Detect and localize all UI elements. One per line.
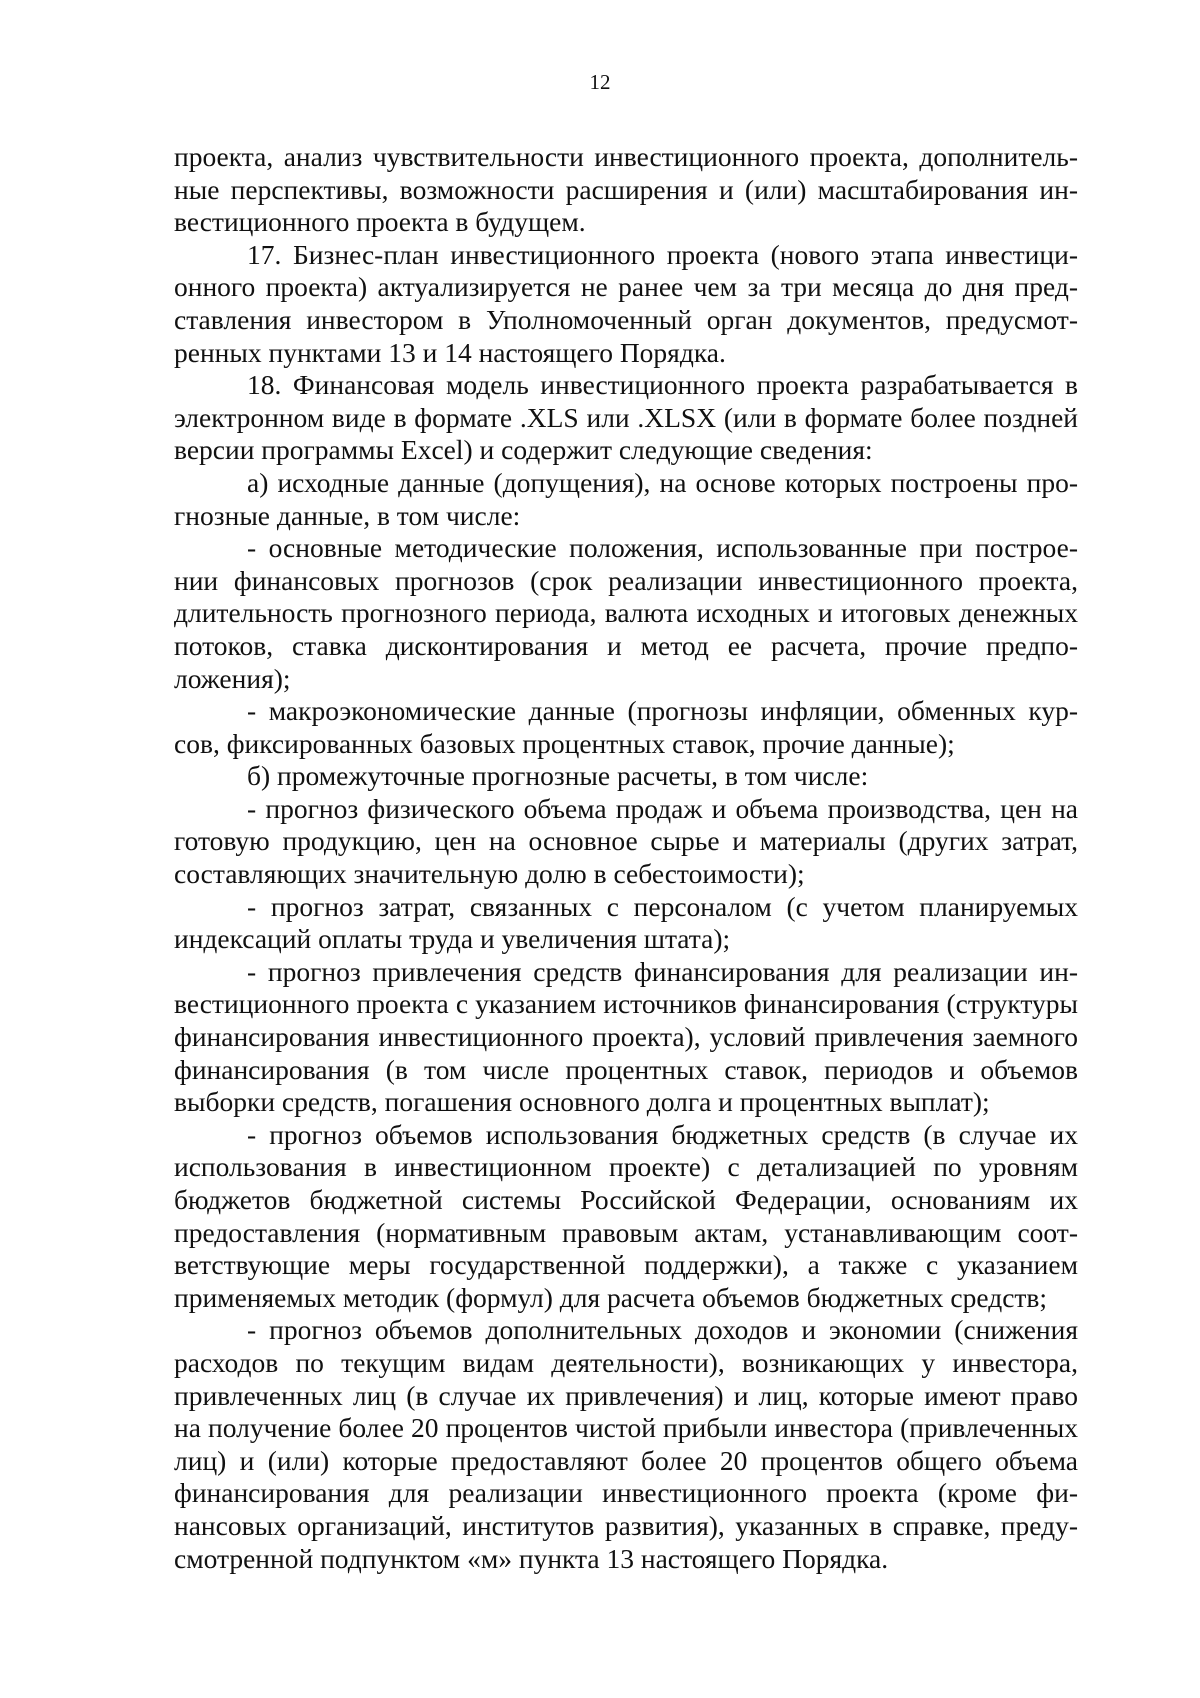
- list-item: - прогноз объемов использования бюджетных средств (в случае их использования в инвестиционном проекте) с детализацией по уровням бюджетов бюджетной системы Российской Федерации, основаниям их предоставления (нормативным правовым актам, устанавливающим соответствующие меры государственной поддержки), а также с указанием применяемых методик (формул) для расчета объемов бюджетных средств;: [174, 1118, 1078, 1313]
- paragraph: проекта, анализ чувствительности инвестиционного проекта, дополнительные перспективы, возможности расширения и (или) масштабирования инвестиционного проекта в будущем.: [174, 141, 1078, 238]
- list-item: - прогноз объемов дополнительных доходов и экономии (снижения расходов по текущим видам деятельности), возникающих у инвестора, привлеченных лиц (в случае их привлечения) и лиц, которые имеют право на получение более 20 процентов чистой прибыли инвестора (привлеченных лиц) и (или) которые предоставляют более 20 процентов общего объема финансирования для реализации инвестиционного проекта (кроме финансовых организаций, институтов развития), указанных в справке, предусмотренной подпунктом «м» пункта 13 настоящего Порядка.: [174, 1314, 1078, 1574]
- list-item: - прогноз привлечения средств финансирования для реализации инвестиционного проекта с указанием источников финансирования (структуры финансирования инвестиционного проекта), условий привлечения заемного финансирования (в том числе процентных ставок, периодов и объемов выборки средств, погашения основного долга и процентных выплат);: [174, 955, 1078, 1118]
- list-item: - основные методические положения, использованные при построении финансовых прогнозов (срок реализации инвестиционного проекта, длительность прогнозного периода, валюта исходных и итоговых денежных потоков, ставка дисконтирования и метод ее расчета, прочие предположения);: [174, 532, 1078, 694]
- paragraph-item-17: 17. Бизнес-план инвестиционного проекта (нового этапа инвестиционного проекта) актуализируется не ранее чем за три месяца до дня представления инвестором в Уполномоченный орган документов, предусмотренных пунктами 13 и 14 настоящего Порядка.: [174, 238, 1078, 368]
- document-body: [174, 141, 1078, 1575]
- subparagraph-b: б) промежуточные прогнозные расчеты, в том числе:: [247, 760, 869, 792]
- list-item: - макроэкономические данные (прогнозы инфляции, обменных курсов, фиксированных базовых процентных ставок, прочие данные);: [174, 695, 1078, 759]
- list-item: - прогноз физического объема продаж и объема производства, цен на готовую продукцию, цен на основное сырье и материалы (других затрат, составляющих значительную долю в себестоимости);: [174, 792, 1078, 890]
- page-number: 12: [589, 70, 611, 94]
- list-item: - прогноз затрат, связанных с персоналом (с учетом планируемых индексаций оплаты труда и увеличения штата);: [174, 890, 1078, 955]
- subparagraph-a: а) исходные данные (допущения), на основе которых построены прогнозные данные, в том числе:: [174, 466, 1078, 531]
- paragraph-item-18: 18. Финансовая модель инвестиционного проекта разрабатывается в электронном виде в формате .XLS или .XLSX (или в формате более поздней версии программы Excel) и содержит следующие сведения:: [174, 369, 1078, 466]
